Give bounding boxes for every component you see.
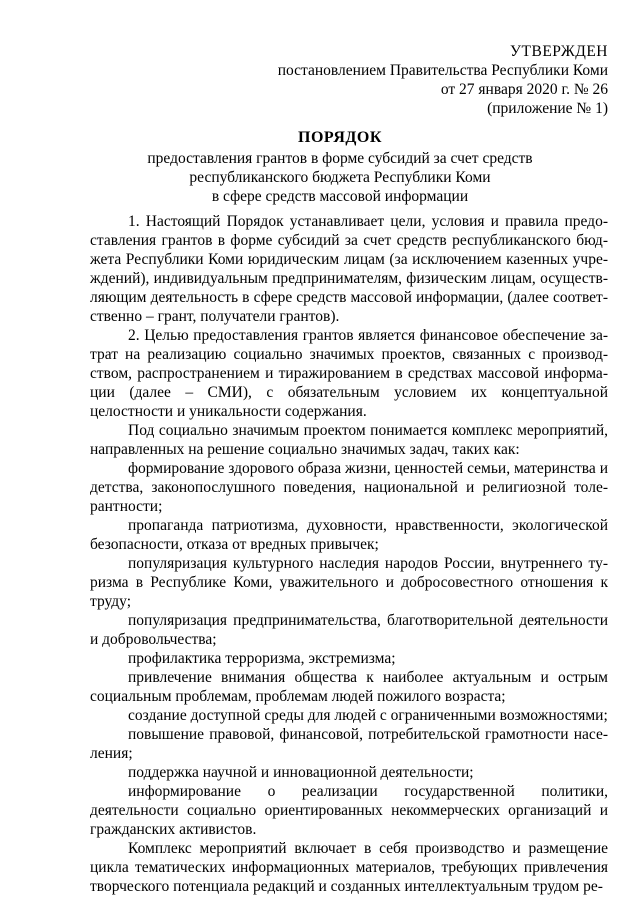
document-subtitle-line-1: предоставления грантов в форме субсидий за счет средств (147, 150, 533, 167)
paragraph-complex-of-measures: Комплекс мероприятий включает в себя производство и размещение цикла тематических информационных материалов, требующих привлечения творческого потенциала редакций и созданных интеллектуальным трудом ре- (90, 840, 608, 895)
list-item-entrepreneurship: популяризация предпринимательства, благотворительной деятельности и добровольчества; (90, 612, 608, 648)
list-item-science-support: поддержка научной и инновационной деятельности; (128, 764, 474, 781)
paragraph-project-definition: Под социально значимым проектом понимается комплекс мероприятий, направленных на решение социально значимых задач, таких как: (90, 422, 608, 458)
paragraph-2: 2. Целью предоставления грантов является финансовое обеспечение затрат на реализацию социально значимых проектов, связанных с производством, распространением и тиражированием в средствах массовой информации (далее – СМИ), с обязательным условием их концептуальной целостности и уникальности содержания. (90, 327, 608, 420)
approval-resolution-line: постановлением Правительства Республики Коми (277, 62, 608, 79)
approval-appendix-line: (приложение № 1) (487, 100, 608, 117)
document-title-block (90, 128, 590, 206)
list-item-literacy: повышение правовой, финансовой, потребительской грамотности населения; (90, 726, 608, 762)
list-item-state-policy-info: информирование о реализации государственной политики, деятельности социально ориентированных некоммерческих организаций и гражданских активистов. (90, 783, 608, 838)
list-item-healthy-lifestyle: формирование здорового образа жизни, ценностей семьи, материнства и детства, законопослушного поведения, национальной и религиозной толерантности; (90, 460, 608, 515)
approval-heading: УТВЕРЖДЕН (510, 43, 608, 60)
document-subtitle-line-2: республиканского бюджета Республики Коми (189, 169, 491, 186)
list-item-social-problems: привлечение внимания общества к наиболее актуальным и острым социальным проблемам, проблемам людей пожилого возраста; (90, 669, 608, 705)
document-body (90, 212, 608, 896)
approval-stamp-block (278, 42, 608, 118)
document-subtitle-line-3: в сфере средств массовой информации (211, 188, 469, 205)
document-title: ПОРЯДОК (298, 129, 382, 146)
list-item-accessible-environment: создание доступной среды для людей с ограниченными возможностями; (128, 707, 608, 724)
list-item-cultural-heritage: популяризация культурного наследия народов России, внутреннего туризма в Республике Коми, уважительного и добросовестного отношения к труду; (90, 555, 608, 610)
approval-date-line: от 27 января 2020 г. № 26 (440, 81, 608, 98)
paragraph-1: 1. Настоящий Порядок устанавливает цели, условия и правила предоставления грантов в форме субсидий за счет средств республиканского бюджета Республики Коми юридическим лицам (за исключением казенных учреждений), индивидуальным предпринимателям, физическим лицам, осуществляющим деятельность в сфере средств массовой информации, (далее соответственно – грант, получатели грантов). (90, 213, 608, 325)
list-item-terrorism-prevention: профилактика терроризма, экстремизма; (128, 650, 396, 667)
list-item-patriotism: пропаганда патриотизма, духовности, нравственности, экологической безопасности, отказа от вредных привычек; (90, 517, 608, 553)
